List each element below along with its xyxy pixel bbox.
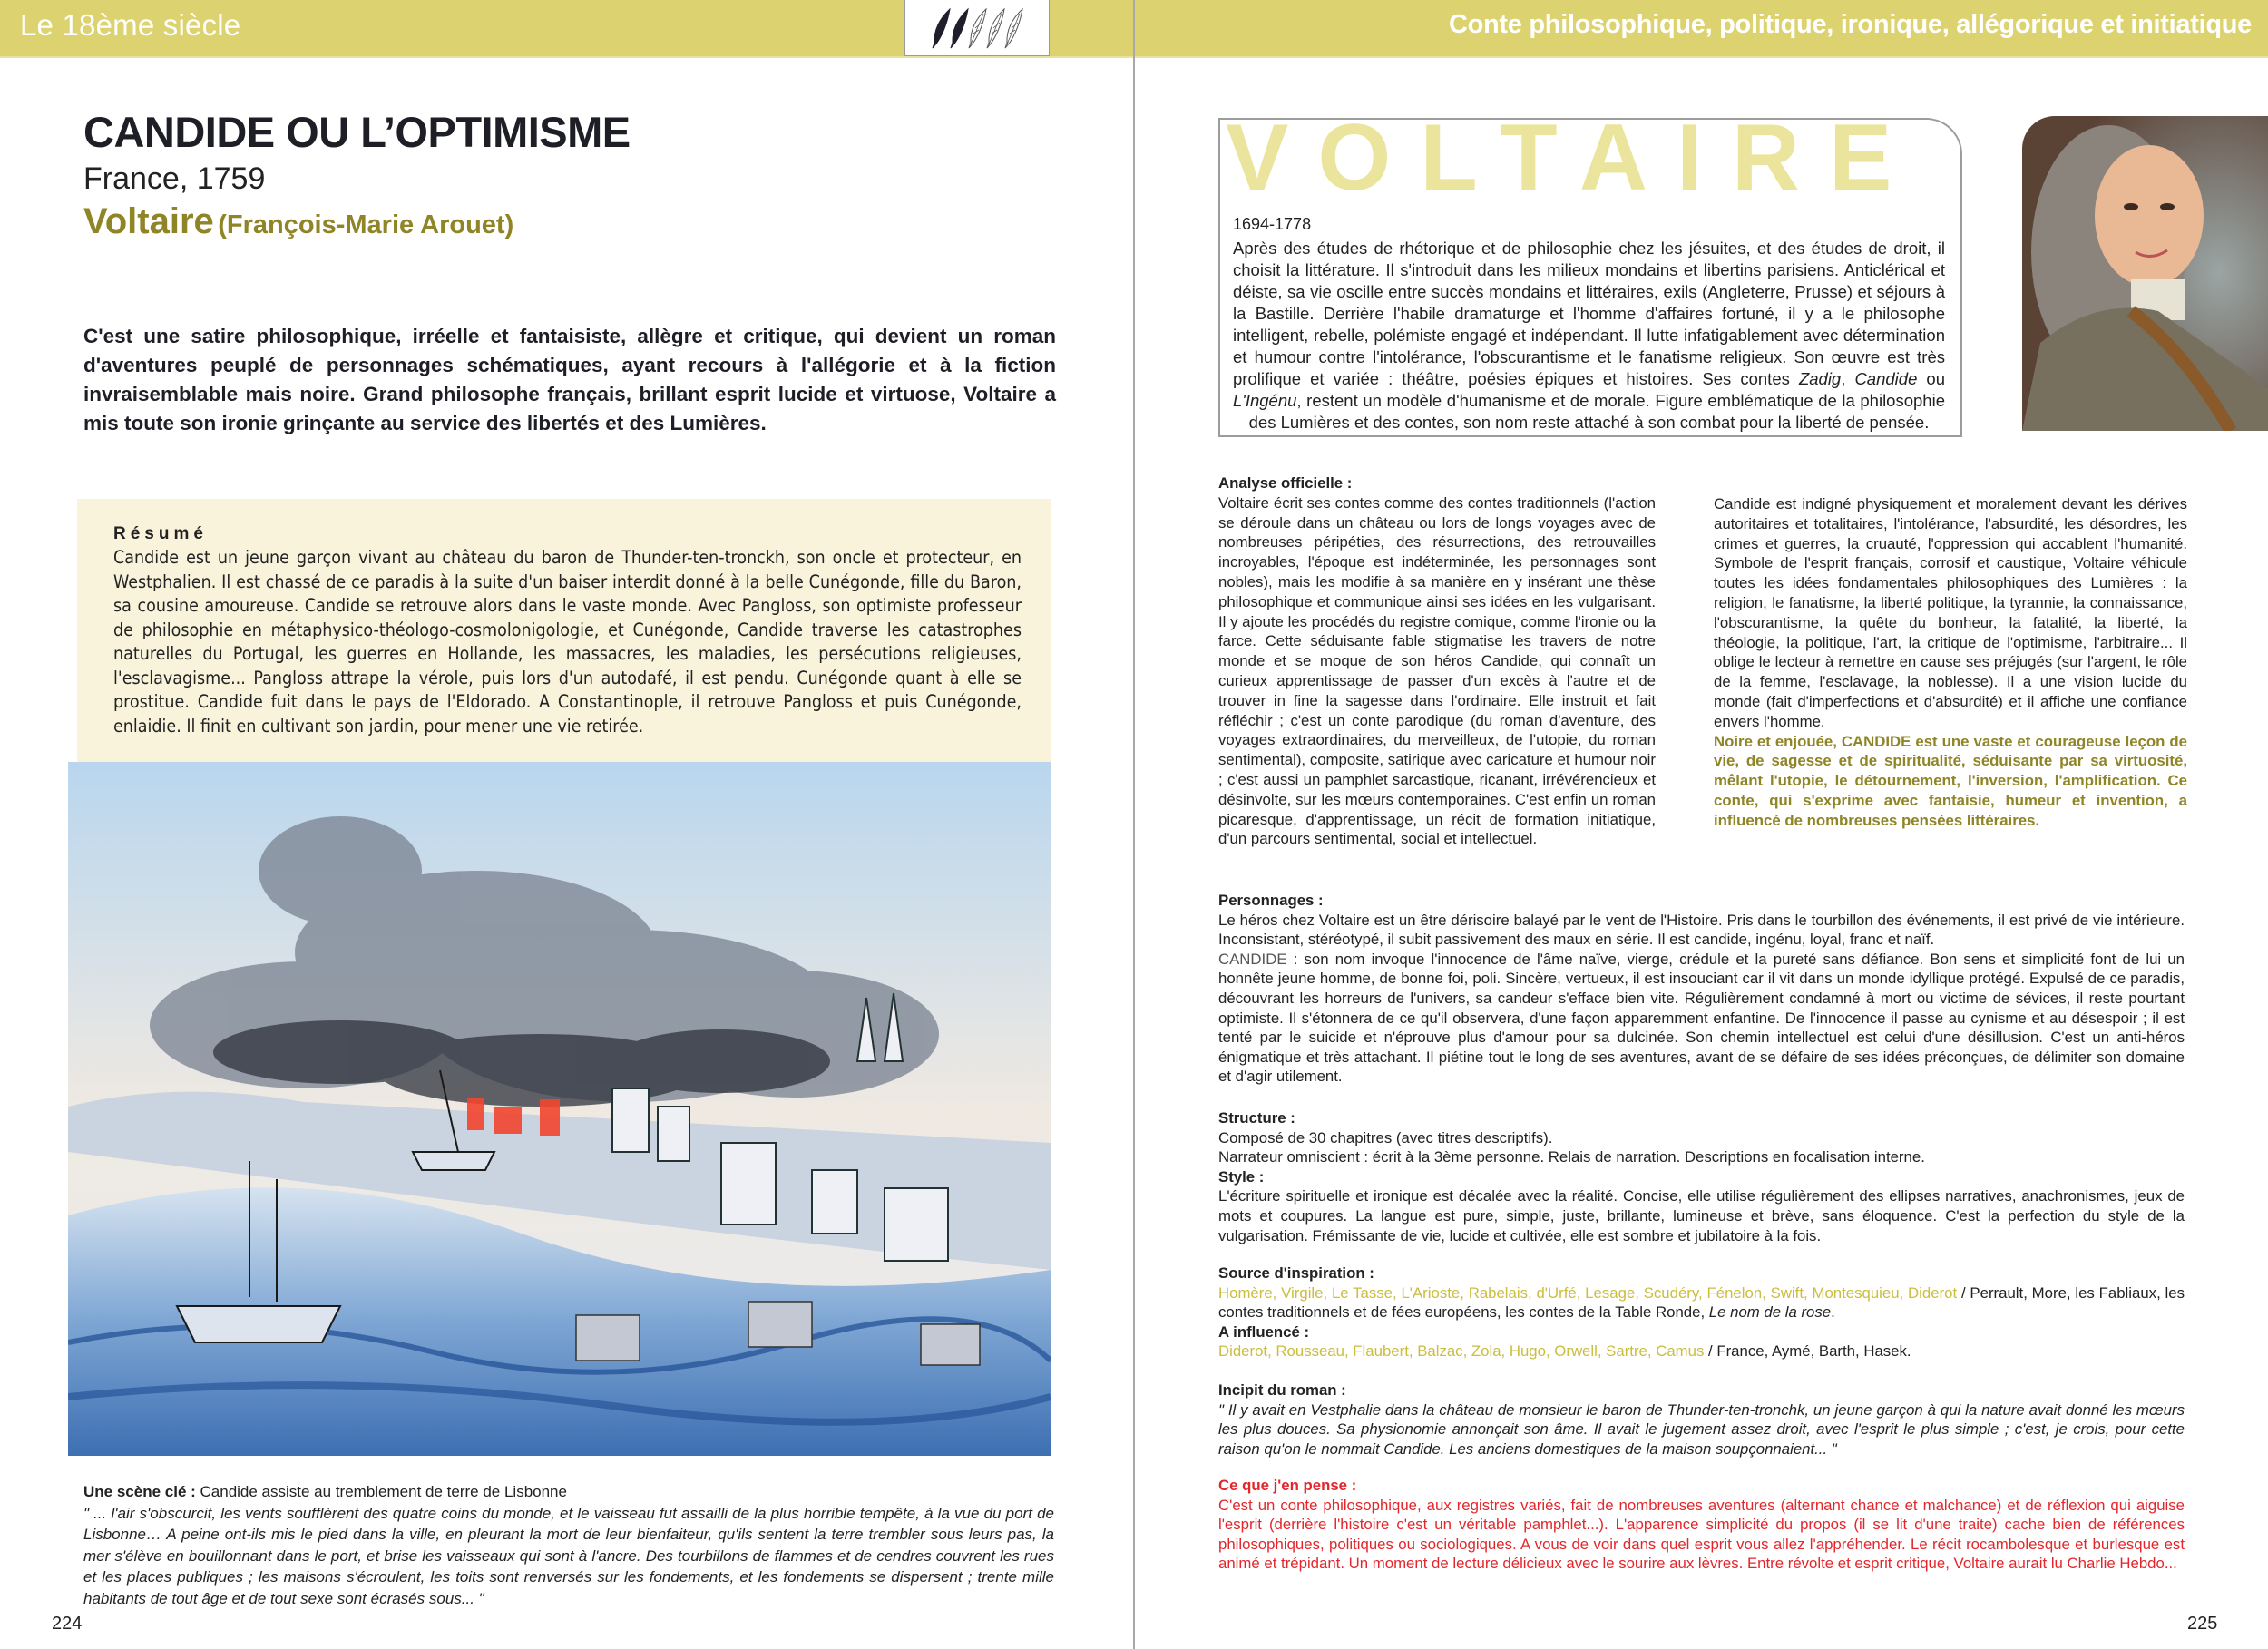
quill-icon-empty <box>1002 6 1024 50</box>
influenced-others: / France, Aymé, Barth, Hasek. <box>1704 1342 1911 1361</box>
bio-dates: 1694-1778 <box>1233 215 1312 233</box>
page-spine <box>1133 0 1135 1649</box>
summary-box <box>77 499 1051 762</box>
painting-image <box>68 762 1051 1456</box>
page-number-right: 225 <box>2187 1614 2218 1634</box>
intro-paragraph: C'est une satire philosophique, irréelle et fantaisiste, allègre et critique, qui devient un roman d'aventures peuplé de personnages schématiques, ayant recours à l'allégorie et à la fiction invraisemblable mais noire. Grand philosophe français, brillant esprit lucide et virtuose, Voltaire a mis toute son ironie grinçante au service des libertés et des Lumières. <box>83 325 1056 434</box>
sources-book-title: Le nom de la rose <box>1708 1303 1832 1322</box>
page-number-left: 224 <box>52 1614 83 1634</box>
bio-text-part: , restent un modèle d'humanisme et de morale. Figure emblématique de la philosophie des Lumières et des contes, son nom reste attaché à son combat pour la liberté de pensée. <box>1248 391 1945 432</box>
author-line <box>83 201 513 242</box>
key-scene-quote: " ... l'air s'obscurcit, les vents soufflèrent des quatre coins du monde, et le vaisseau fut assailli de la plus horrible tempête, à la vue du port de Lisbonne… A peine ont-ils mis le pied dans la ville, en pleurant la mort de leur bienfaiteur, qu'ils sentent la terre trembler sous leurs pas, la mer s'élève en bouillonnant dans le port, et brise les vaisseaux qui sont à l'ancre. Des tourbillons de flammes et de cendres couvrent les rues et les places publiques ; les maisons s'écroulent, les toits sont renversés sur les fondements, et les fondements se dispersent ; trente mille habitants de tout âge et de tout sexe sont écrasés sous... " <box>83 1504 1054 1607</box>
analysis-heading: Analyse officielle : <box>1218 474 1353 492</box>
header-band-right <box>1135 0 2268 58</box>
characters-heading: Personnages : <box>1218 892 1324 909</box>
influenced-authors: Diderot, Rousseau, Flaubert, Balzac, Zola, Hugo, Orwell, Sartre, Camus <box>1218 1342 1705 1361</box>
key-scene-caption: Candide assiste au tremblement de terre de Lisbonne <box>195 1483 567 1500</box>
opinion-text: C'est un conte philosophique, aux registres variés, fait de nombreuses aventures (alternant chance et malchance) et de réflexion qui aiguise l'esprit (derrière l'histoire c'est un véritable pamphlet...). L'apparence simplicité du propos (il se lit d'une traite) cache bien de références philosophiques, politiques ou sociologiques. A vous de voir dans quel esprit vous allez l'appréhender. Le récit rocambolesque et burlesque est animé et trépidant. Un moment de lecture délicieux avec le sourire aux lèvres. Entre révolte et esprit critique, Voltaire aurait lu Charlie Hebdo... <box>1218 1496 2185 1573</box>
author-bio-box <box>1218 105 1962 437</box>
portrait-image <box>2022 116 2268 431</box>
characters-text-2 <box>1218 950 2185 1087</box>
author-real-name: (François-Marie Arouet) <box>218 210 514 239</box>
sources-text <box>1218 1283 2185 1322</box>
sources-end: . <box>1831 1303 1835 1322</box>
structure-line-2: Narrateur omniscient : écrit à la 3ème personne. Relais de narration. Descriptions en focalisation interne. <box>1218 1148 1925 1166</box>
bio-work-title: Zadig <box>1798 369 1842 388</box>
opinion-heading: Ce que j'en pense : <box>1218 1477 1357 1494</box>
analysis-col-1 <box>1218 473 1656 849</box>
structure-heading: Structure : <box>1218 1109 1295 1127</box>
key-scene <box>83 1481 1054 1609</box>
incipit-heading: Incipit du roman : <box>1218 1381 1346 1399</box>
character-description: : son nom invoque l'innocence de l'âme naïve, vierge, crédule et la pureté sans défiance. Bon sens et simplicité font de lui un honnête jeune homme, de bonne foi, poli. Sincère, vertueux, il est insouciant car il vit dans un monde idyllique protégé. Expulsé de ce paradis, découvrant les horreurs de l'univers, sa candeur s'efface bien vite. Régulièrement condamné à mort ou victime de sévices, il reste pourtant optimiste. Il s'étonnera de ce qu'il observera, d'une façon apparemment enfantine. De l'innocence il passe au cynisme et au désespoir ; il est tenté par le suicide et n'éprouve plus d'amour pour sa dulcinée. Son chemin intellectuel est celui d'une désillusion. C'est un anti-héros énigmatique et très attachant. Il piétine tout le long de ses aventures, avant de se défaire de ses idées préconçues, de délimiter son domaine et d'agir utilement. <box>1218 950 2185 1086</box>
bio-text-part: , <box>1841 369 1855 388</box>
analysis-highlight: Noire et enjouée, CANDIDE est une vaste et courageuse leçon de vie, de sagesse et de spiritualité, séduisante par sa virtuosité, mêlant l'utopie, le détournement, l'inversion, l'amplification. Ce conte, qui s'exprime avec fantaisie, humeur et invention, a influencé de nombreuses pensées littéraires. <box>1714 732 2187 829</box>
author-name: Voltaire <box>83 201 214 241</box>
bio-text-part: ou <box>1917 369 1946 388</box>
book-title: CANDIDE OU L’OPTIMISME <box>83 108 631 156</box>
influenced-heading: A influencé : <box>1218 1322 1310 1341</box>
bio-work-title: L'Ingénu <box>1233 391 1297 410</box>
bio-work-title: Candide <box>1854 369 1918 388</box>
sources-section <box>1218 1264 2185 1361</box>
sources-heading: Source d'inspiration : <box>1218 1264 1374 1282</box>
incipit-section <box>1218 1381 2185 1459</box>
voltaire-portrait <box>2022 116 2268 431</box>
structure-style-section <box>1218 1108 2185 1245</box>
sources-authors: Homère, Virgile, Le Tasse, L'Arioste, Rabelais, d'Urfé, Lesage, Scudéry, Fénelon, Swift, Montesquieu, Diderot <box>1218 1283 1958 1302</box>
structure-line-1: Composé de 30 chapitres (avec titres descriptifs). <box>1218 1128 1553 1146</box>
opinion-section <box>1218 1476 2185 1574</box>
incipit-text: " Il y avait en Vestphalie dans la château de monsieur le baron de Thunder-ten-tronchk, un jeune garçon à qui la nature avait donné les mœurs les plus douces. Sa physionomie annonçait son âme. Il avait le jugement assez droit, avec l'esprit le plus simple ; c'est, je crois, pour cette raison qu'on le nommait Candide. Les anciens domestiques de la maison soupçonnaient... " <box>1218 1400 2185 1458</box>
lisbon-earthquake-painting <box>68 762 1051 1456</box>
style-heading: Style : <box>1218 1167 1265 1186</box>
country-year: France, 1759 <box>83 161 266 196</box>
style-text: L'écriture spirituelle et ironique est décalée avec la réalité. Concise, elle utilise régulièrement des ellipses narratives, anachronismes, jeux de mots et coupures. La langue est pure, simple, juste, brillante, lumineuse et brève, sans éloquence. C'est la perfection du style de la vulgarisation. Frémissante de vie, lucide et cultivée, elle est sombre et jubilatoire à la fois. <box>1218 1187 2185 1244</box>
analysis-col-2 <box>1714 494 2187 831</box>
century-label: Le 18ème siècle <box>20 8 241 42</box>
quill-rating <box>904 0 1050 56</box>
summary-text: Candide est un jeune garçon vivant au château du baron de Thunder-ten-tronckh, son oncle et protecteur, en Westphalien. Il est chassé de ce paradis à la suite d'un baiser interdit donné à la belle Cunégonde, fille du Baron, sa cousine amoureuse. Candide se retrouve alors dans le vaste monde. Avec Pangloss, son optimiste professeur de philosophie en métaphysico-théologo-cosmolonigologie, et Cunégonde, Candide traverse les catastrophes naturelles du Portugal, les guerres en Hollande, les massacres, les maladies, les persécutions religieuses, l'esclavagisme... Pangloss attrape la vérole, puis lors d'un autodafé, il est pendu. Cunégonde quant à elle se prostitue. Candide fuit dans le pays de l'Eldorado. A Constantinople, il retrouve Pangloss et puis Cunégonde, enlaidie. Il finit en cultivant son jardin, pour mener une vie retirée. <box>113 547 1022 737</box>
summary-title: Résumé <box>113 524 208 543</box>
analysis-text-2: Candide est indigné physiquement et moralement devant les dérives autoritaires et totalitaires, l'intolérance, l'absurdité, les désordres, les crimes et guerres, la cruauté, l'oppression qui accablent l'humanité. Symbole de l'esprit français, corrosif et caustique, Voltaire véhicule toutes les idées fondamentales philosophiques des Lumières : la religion, le fanatisme, la liberté politique, la tyrannie, la connaissance, l'obscurantisme, la quête du bonheur, la fatalité, la liberté, la théologie, la politique, l'art, la critique de l'optimisme, l'arbitraire... Il oblige le lecteur à remettre en cause ses préjugés (sur l'argent, le rôle de la femme, l'esclavage, la noblesse). Il a une vision lucide du monde (fait d'imperfections et d'absurdité) et il affiche une confiance envers l'homme. <box>1714 495 2187 730</box>
bio-text-part: Après des études de rhétorique et de philosophie chez les jésuites, et des études de droit, il choisit la littérature. Il s'introduit dans les milieux mondains et libertins parisiens. Anticlérical et déiste, sa vie oscille entre succès mondains et littéraires, exils (Angleterre, Prusse) et séjours à la Bastille. Derrière l'habile dramaturge et l'homme d'affaires fortuné, il y a le philosophe intelligent, rebelle, polémiste engagé et indépendant. Il lutte infatigablement avec détermination et humour contre l'intolérance, l'obscurantisme et le fanatisme religieux. Son œuvre est très prolifique et variée : théâtre, poésies épiques et histoires. Ses contes <box>1233 239 1945 388</box>
characters-text-1: Le héros chez Voltaire est un être dérisoire balayé par le vent de l'Histoire. Pris dans le tourbillon des événements, il est privé de vie intérieure. Inconsistant, stéréotypé, il subit passivement des maux en série. Il est candide, ingénu, loyal, franc et naïf. <box>1218 911 2185 949</box>
character-name: CANDIDE <box>1218 950 1287 968</box>
bio-author-name: VOLTAIRE <box>1226 105 1921 210</box>
characters-section <box>1218 891 2185 1087</box>
bio-text <box>1233 238 1945 434</box>
analysis-text-1: Voltaire écrit ses contes comme des contes traditionnels (l'action se déroule dans un château ou lors de longs voyages avec de nombreuses péripéties, des résurrections, des retrouvailles incroyables, l'époque est indéterminée, les personnages sont nobles), mais les modifie à sa manière en y insérant une thèse philosophique et communique ainsi ses idées en les vulgarisant. Il y ajoute les procédés du registre comique, comme l'ironie ou la farce. Cette séduisante fable stigmatise les travers de notre monde et se moque de son héros Candide, qui connaît un curieux apprentissage de passer d'un excès à l'autre et de trouver in fine la sagesse dans l'ordinaire. Elle instruit et fait réfléchir ; c'est un conte parodique (du roman d'aventure, des voyages extraordinaires, du merveilleux, de l'utopie, du roman sentimental), composite, satirique avec caricature et humour noir ; c'est aussi un pamphlet sarcastique, ricanant, irrévérencieux et désinvolte, sur les mœurs contemporaines. C'est enfin un roman picaresque, d'apprentissage, un récit de formation initiatique, d'un parcours sentimental, social et intellectuel. <box>1218 493 1656 848</box>
sources-others: / Perrault, More, les Fabliaux, les contes traditionnels et de fées européens, les contes de la Table Ronde, <box>1218 1283 2185 1322</box>
genre-label: Conte philosophique, politique, ironique, allégorique et initiatique <box>1448 10 2252 39</box>
key-scene-label: Une scène clé : <box>83 1483 196 1500</box>
influenced-text <box>1218 1342 2185 1361</box>
